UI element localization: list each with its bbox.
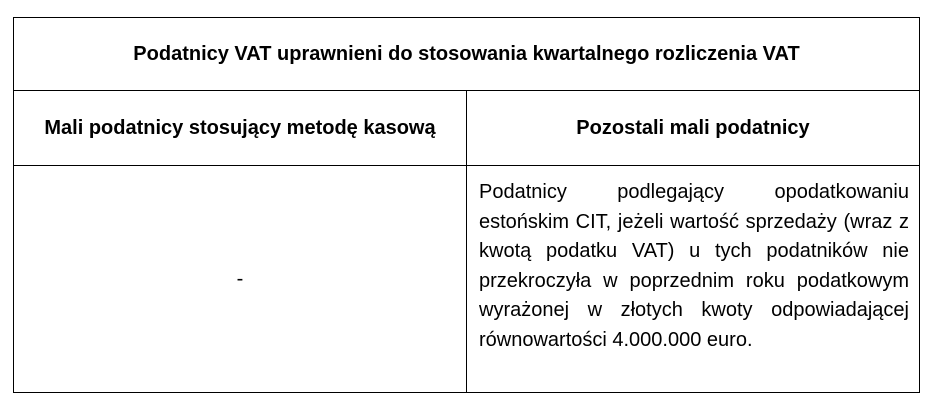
column-header-cash-method: Mali podatnicy stosujący metodę kasową	[14, 91, 467, 166]
column-header-other-small-taxpayers: Pozostali mali podatnicy	[467, 91, 920, 166]
cell-cash-method-value: -	[14, 166, 467, 393]
vat-quarterly-settlement-table	[13, 17, 920, 393]
table-title-row	[14, 18, 920, 91]
table-row	[14, 166, 920, 393]
table-title: Podatnicy VAT uprawnieni do stosowania kwartalnego rozliczenia VAT	[14, 18, 920, 91]
table-header-row	[14, 91, 920, 166]
cell-other-small-taxpayers-description: Podatnicy podlegający opodatkowaniu estońskim CIT, jeżeli wartość sprzedaży (wraz z kwotą podatku VAT) u tych podatników nie przekroczyła w poprzednim roku podatkowym wyrażonej w złotych kwoty odpowiadającej równowartości 4.000.000 euro.	[467, 166, 920, 393]
